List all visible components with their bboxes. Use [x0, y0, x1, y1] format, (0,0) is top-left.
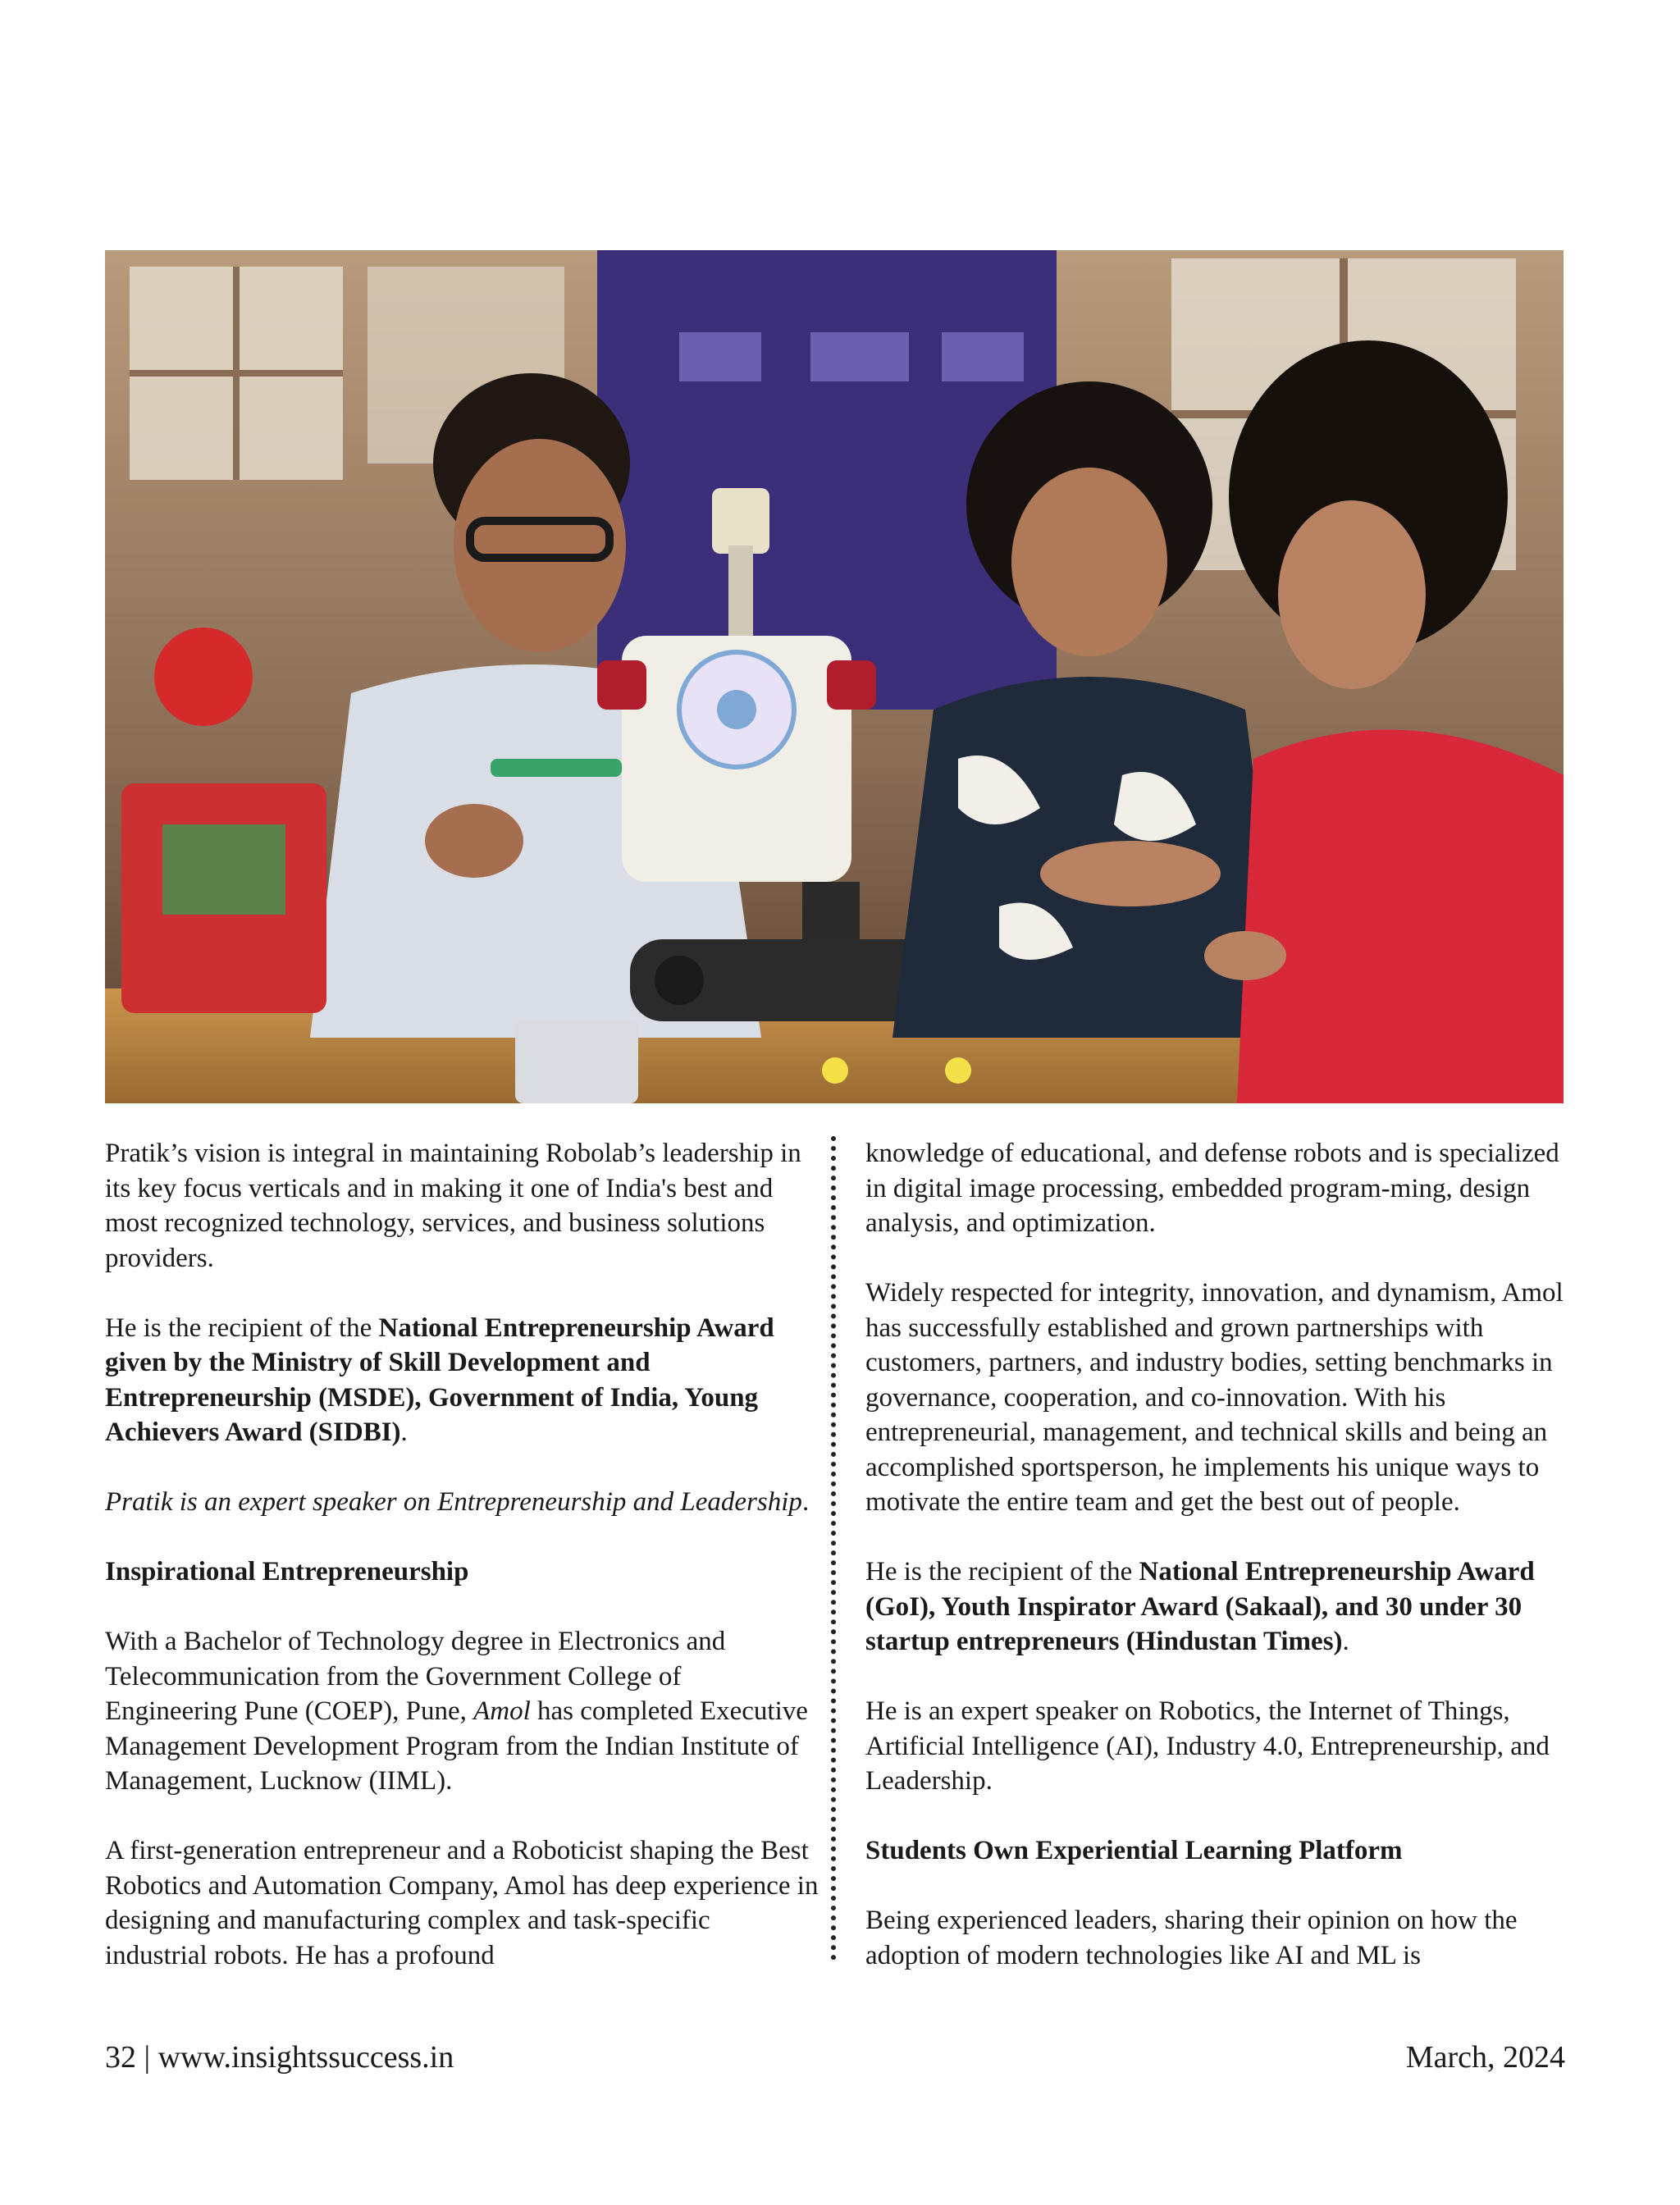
paragraph-text: . — [1342, 1627, 1349, 1656]
paragraph — [865, 1554, 1571, 1659]
paragraph — [105, 1485, 819, 1520]
paragraph-text: . — [801, 1487, 810, 1517]
paragraph-italic-text: Pratik is an expert speaker on Entrepreneurship and Leadership — [105, 1487, 802, 1517]
paragraph — [105, 1311, 819, 1450]
paragraph: knowledge of educational, and defense robots and is specialized in digital image processing, embedded program-ming, design analysis, and optimization. — [865, 1139, 1559, 1238]
robotics-lab-photo — [105, 250, 1564, 1103]
column-divider — [831, 1136, 836, 1961]
footer-date: March, 2024 — [1405, 2040, 1565, 2075]
paragraph: Widely respected for integrity, innovation, and dynamism, Amol has successfully established and grown partnerships with customers, partners, and industry bodies, setting benchmarks in governance, cooperation, and co-innovation. With his entrepreneurial, management, and technical skills and being an accomplished sportsperson, he implements his unique ways to motivate the entire team and get the best out of people. — [865, 1278, 1564, 1517]
paragraph-bold-text: National Entrepreneurship Award given by the Ministry of Skill Development and Entrepreneurship (MSDE), Government of India, Young Achievers Award (SIDBI) — [105, 1312, 774, 1447]
paragraph — [105, 1624, 819, 1799]
paragraph-text: He is the recipient of the — [865, 1557, 1139, 1586]
paragraph-text: He is the recipient of the — [105, 1312, 379, 1343]
article-right-column — [865, 1136, 1571, 2008]
article-photo — [105, 250, 1564, 1103]
paragraph: A first-generation entrepreneur and a Roboticist shaping the Best Robotics and Automation Company, Amol has deep experience in designing and manufacturing complex and task-specific industrial robots. He has a profound — [105, 1836, 819, 1970]
paragraph-bold-text: National Entrepreneurship Award (GoI), Youth Inspirator Award (Sakaal), and 30 under 30 startup entrepreneurs (Hindustan Times) — [865, 1557, 1535, 1656]
paragraph-text: has completed Executive Management Development Program from the Indian Institute of Management, Lucknow (IIML). — [105, 1696, 808, 1796]
paragraph-text: . — [400, 1418, 408, 1447]
paragraph-text: With a Bachelor of Technology degree in Electronics and Telecommunication from the Government College of Engineering Pune (COEP), Pune, — [105, 1627, 726, 1726]
section-heading: Students Own Experiential Learning Platform — [865, 1836, 1403, 1865]
paragraph: Pratik’s vision is integral in maintaining Robolab’s leadership in its key focus verticals and in making it one of India's best and most recognized technology, services, and business solutions providers. — [105, 1139, 801, 1273]
footer-page-info: 32 | www.insightssuccess.in — [105, 2040, 454, 2075]
section-heading: Inspirational Entrepreneurship — [105, 1557, 469, 1586]
paragraph: He is an expert speaker on Robotics, the Internet of Things, Artificial Intelligence (AI), Industry 4.0, Entrepreneurship, and Leadership. — [865, 1696, 1550, 1796]
paragraph: Being experienced leaders, sharing their opinion on how the adoption of modern technologies like AI and ML is — [865, 1906, 1518, 1970]
article-left-column — [105, 1136, 819, 2008]
paragraph-italic-text: Amol — [473, 1696, 531, 1726]
